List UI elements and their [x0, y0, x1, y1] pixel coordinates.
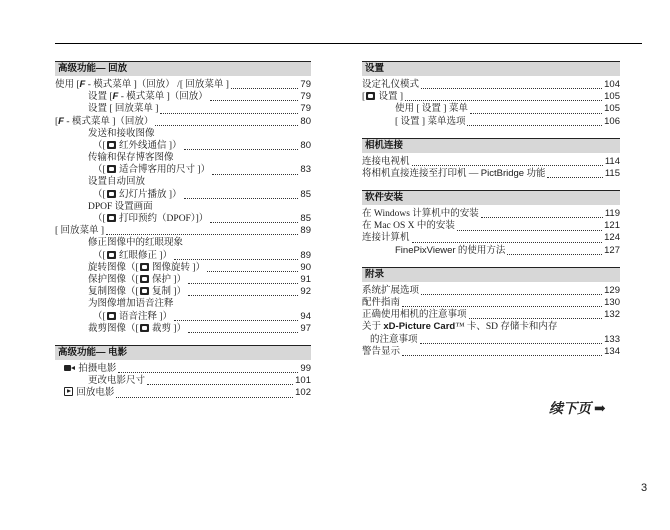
- entry-title: [55, 274, 186, 286]
- entry-text: 保护图像（[: [88, 274, 139, 285]
- toc-entry[interactable]: [362, 245, 620, 257]
- entry-title: [55, 152, 174, 164]
- entry-text: 系统扩展选项: [362, 285, 420, 296]
- entry-text: 旋转图像（[: [88, 262, 139, 273]
- entry-text: 的使用方法: [455, 245, 506, 256]
- entry-text: 幻灯片播放 ]）: [116, 189, 182, 200]
- entry-title: [55, 298, 174, 310]
- entry-text: - 模式菜单 ]（回放）: [118, 92, 208, 103]
- entry-text: （[: [93, 250, 106, 261]
- toc-entry[interactable]: [55, 152, 311, 164]
- section-heading: 高级功能— 电影: [55, 345, 311, 360]
- f-mode-label: F: [112, 91, 119, 103]
- product-name: FinePixViewer: [395, 244, 456, 256]
- entry-page: 124: [604, 232, 620, 244]
- entry-page: 129: [604, 284, 620, 296]
- dot-leader: [210, 92, 299, 101]
- entry-title: [55, 140, 182, 152]
- toc-section: [55, 61, 311, 335]
- entry-page: 114: [604, 155, 620, 167]
- entry-title: [55, 262, 205, 274]
- dot-leader: [184, 190, 299, 199]
- entry-text: 在 Mac OS X 中的安装: [362, 221, 455, 232]
- entry-text: DPOF 设置画面: [88, 201, 153, 212]
- trim-icon: [140, 324, 149, 332]
- toc-entry[interactable]: [55, 274, 311, 286]
- entry-title: [55, 176, 145, 188]
- entry-page: 89: [300, 249, 311, 261]
- entry-list: [55, 76, 311, 335]
- toc-entry[interactable]: [55, 177, 311, 189]
- entry-text: 设定礼仪模式: [362, 79, 420, 90]
- entry-text: 红外线通信 ]）: [116, 140, 182, 151]
- entry-text: 配件指南: [362, 298, 401, 309]
- entry-text: 警告显示: [362, 346, 401, 357]
- red-eye-icon: [107, 251, 116, 259]
- entry-text: 红眼修正 ]）: [116, 250, 173, 261]
- toc-entry[interactable]: [55, 363, 311, 375]
- entry-text: [: [362, 92, 366, 103]
- f-mode-label: F: [58, 115, 64, 127]
- entry-text: 修正图像中的红眼现象: [88, 238, 184, 249]
- play-icon: [64, 387, 73, 396]
- dot-leader: [188, 275, 298, 284]
- entry-title: [55, 286, 186, 298]
- entry-title: [55, 128, 155, 140]
- protect-icon: [140, 275, 149, 283]
- toc-entry[interactable]: [55, 213, 311, 225]
- section-heading: 设置: [362, 61, 620, 76]
- entry-page: 105: [604, 91, 620, 103]
- entry-title: [362, 79, 419, 91]
- top-rule: [55, 43, 642, 44]
- dot-leader: [184, 141, 299, 150]
- dot-leader: [457, 222, 602, 231]
- entry-page: 79: [300, 91, 311, 103]
- entry-title: [55, 311, 172, 323]
- entry-text: 正确使用相机的注意事项: [362, 310, 467, 321]
- dot-leader: [118, 364, 298, 373]
- entry-page: 105: [604, 103, 620, 115]
- dot-leader: [402, 347, 602, 356]
- toc-entry[interactable]: [55, 128, 311, 140]
- entry-title: [362, 220, 455, 232]
- toc-entry[interactable]: [55, 103, 311, 115]
- toc-entry[interactable]: [362, 116, 620, 128]
- toc-entry[interactable]: [362, 309, 620, 321]
- entry-text: [ 回放菜单 ]: [55, 226, 105, 237]
- entry-page: 127: [604, 244, 620, 256]
- entry-text: 语音注释 ]）: [116, 311, 173, 322]
- entry-title: [362, 168, 545, 180]
- entry-title: [362, 285, 419, 297]
- dot-leader: [507, 246, 602, 255]
- entry-page: 133: [604, 333, 620, 345]
- toc-entry[interactable]: [55, 164, 311, 176]
- entry-page: 115: [604, 167, 620, 179]
- toc-entry[interactable]: [362, 321, 620, 333]
- toc-entry[interactable]: [55, 250, 311, 262]
- dot-leader: [402, 298, 602, 307]
- entry-text: 保护 ]）: [149, 274, 187, 285]
- entry-title: [55, 213, 208, 225]
- entry-page: 83: [300, 164, 311, 176]
- entry-text: 打印预约（DPOF）]）: [116, 214, 209, 225]
- entry-text: 关于: [362, 322, 384, 333]
- entry-title: [362, 321, 557, 333]
- entry-text: ™ 卡、SD 存储卡和内存: [455, 322, 558, 333]
- entry-text: （[: [93, 189, 106, 200]
- toc-entry[interactable]: [55, 116, 311, 128]
- entry-title: [55, 387, 114, 399]
- entry-text: （[: [93, 165, 106, 176]
- entry-text: 传输和保存博客图像: [88, 153, 174, 164]
- entry-text: 拍摄电影: [76, 363, 117, 374]
- page-number: 3: [641, 482, 648, 494]
- movie-icon: [64, 364, 75, 372]
- toc-entry[interactable]: [362, 297, 620, 309]
- entry-list: [362, 153, 620, 180]
- entry-text: 复制 ]）: [149, 287, 187, 298]
- slideshow-icon: [107, 190, 116, 198]
- entry-title: [55, 250, 172, 262]
- entry-page: 106: [604, 115, 620, 127]
- toc-entry[interactable]: [362, 168, 620, 180]
- entry-page: 94: [300, 310, 311, 322]
- entry-text: 使用 [ 设置 ] 菜单: [395, 104, 468, 115]
- entry-title: [55, 164, 210, 176]
- entry-text: 连接电视机: [362, 156, 410, 167]
- entry-title: [55, 91, 208, 103]
- entry-text: 在 Windows 计算机中的安装: [362, 209, 479, 220]
- toc-entry[interactable]: [362, 103, 620, 115]
- toc-entry[interactable]: [55, 79, 311, 91]
- brand-name: xD-Picture Card: [383, 321, 456, 333]
- entry-list: [55, 360, 311, 400]
- toc-entry[interactable]: [55, 140, 311, 152]
- entry-text: 适合博客用的尺寸 ]）: [116, 165, 211, 176]
- rotate-icon: [140, 263, 149, 271]
- entry-page: 101: [295, 375, 311, 387]
- right-arrow-icon: ➡: [594, 402, 606, 417]
- toc-entry[interactable]: [55, 262, 311, 274]
- dot-leader: [421, 80, 602, 89]
- entry-page: 90: [300, 261, 311, 273]
- blog-icon: [107, 165, 116, 173]
- toc-entry[interactable]: [362, 233, 620, 245]
- dot-leader: [116, 389, 293, 398]
- toc-entry[interactable]: [55, 286, 311, 298]
- dot-leader: [155, 117, 298, 126]
- dot-leader: [547, 169, 602, 178]
- section-heading: 软件安装: [362, 190, 620, 205]
- dot-leader: [106, 226, 298, 235]
- entry-text: 设置 ]: [376, 92, 404, 103]
- section-heading: 相机连接: [362, 138, 620, 153]
- entry-page: 79: [300, 78, 311, 90]
- entry-text: 复制图像（[: [88, 287, 139, 298]
- entry-title: [362, 116, 465, 128]
- entry-text: 连接计算机: [362, 233, 410, 244]
- entry-page: 134: [604, 345, 620, 357]
- entry-title: [362, 91, 403, 103]
- dot-leader: [174, 312, 298, 321]
- entry-text: [: [55, 116, 59, 127]
- entry-text: 功能: [524, 168, 546, 179]
- dot-leader: [470, 105, 602, 114]
- entry-title: [55, 323, 186, 335]
- toc-section: [362, 190, 620, 257]
- voice-memo-icon: [107, 312, 116, 320]
- dot-leader: [405, 92, 602, 101]
- infrared-icon: [107, 141, 116, 149]
- entry-text: 裁剪 ]）: [149, 323, 187, 334]
- entry-page: 99: [300, 362, 311, 374]
- entry-list: [362, 76, 620, 128]
- entry-title: [362, 232, 410, 244]
- dot-leader: [174, 251, 298, 260]
- entry-page: 80: [300, 139, 311, 151]
- entry-title: [55, 79, 229, 91]
- entry-title: [55, 103, 158, 115]
- entry-text: 将相机直接连接至打印机 —: [362, 168, 481, 179]
- entry-page: 130: [604, 297, 620, 309]
- entry-title: [55, 375, 145, 387]
- entry-text: 回放电影: [74, 388, 115, 399]
- dot-leader: [412, 157, 603, 166]
- entry-text: 裁剪图像（[: [88, 323, 139, 334]
- entry-text: 图像旋转 ]）: [149, 262, 206, 273]
- print-order-icon: [107, 214, 116, 222]
- entry-page: 102: [295, 387, 311, 399]
- entry-text: 设置自动回放: [88, 177, 146, 188]
- entry-page: 85: [300, 188, 311, 200]
- entry-title: [362, 208, 479, 220]
- toc-entry[interactable]: [362, 346, 620, 358]
- entry-title: [55, 116, 153, 128]
- continued-note: [549, 398, 606, 418]
- dot-leader: [467, 117, 602, 126]
- entry-list: [362, 282, 620, 358]
- entry-text: 更改电影尺寸: [88, 376, 146, 387]
- dot-leader: [412, 234, 603, 243]
- dot-leader: [188, 324, 298, 333]
- entry-text: - 模式菜单 ]（回放）: [63, 116, 154, 127]
- dot-leader: [207, 263, 298, 272]
- entry-text: 为图像增加语音注释: [88, 299, 174, 310]
- entry-text: 设置 [: [88, 92, 113, 103]
- toc-entry[interactable]: [55, 225, 311, 237]
- toc-entry[interactable]: [362, 79, 620, 91]
- toc-entry[interactable]: [55, 298, 311, 310]
- entry-page: 91: [300, 273, 311, 285]
- entry-title: [55, 189, 182, 201]
- toc-entry[interactable]: [55, 91, 311, 103]
- continued-text: 续下页: [549, 402, 591, 417]
- entry-page: 85: [300, 213, 311, 225]
- toc-entry[interactable]: [362, 208, 620, 220]
- section-heading: 高级功能— 回放: [55, 61, 311, 76]
- entry-text: （[: [93, 140, 106, 151]
- toc-entry[interactable]: [55, 189, 311, 201]
- entry-title: [362, 346, 400, 358]
- entry-text: （[: [93, 311, 106, 322]
- toc-section: [55, 345, 311, 400]
- entry-title: [362, 297, 400, 309]
- toc-entry[interactable]: [55, 201, 311, 213]
- toc-entry[interactable]: [362, 220, 620, 232]
- f-mode-label: F: [79, 78, 86, 90]
- toc-entry[interactable]: [55, 323, 311, 335]
- toc-section: [362, 138, 620, 180]
- dot-leader: [469, 310, 603, 319]
- dot-leader: [231, 80, 299, 89]
- entry-text: 发送和接收图像: [88, 128, 155, 139]
- dot-leader: [210, 214, 298, 223]
- dot-leader: [481, 209, 603, 218]
- toc-entry[interactable]: [362, 91, 620, 103]
- entry-page: 92: [300, 286, 311, 298]
- product-name: PictBridge: [480, 167, 525, 179]
- entry-page: 121: [604, 220, 620, 232]
- toc-section: [362, 267, 620, 358]
- entry-text: 设置 [ 回放菜单 ]: [88, 104, 159, 115]
- toc-entry[interactable]: [362, 285, 620, 297]
- copy-icon: [140, 287, 149, 295]
- entry-list: [362, 205, 620, 257]
- dot-leader: [160, 105, 298, 114]
- entry-title: [362, 245, 505, 257]
- toc-section: [362, 61, 620, 128]
- dot-leader: [421, 286, 602, 295]
- entry-page: 97: [300, 322, 311, 334]
- dot-leader: [420, 335, 603, 344]
- section-heading: 附录: [362, 267, 620, 282]
- entry-title: [362, 103, 468, 115]
- entry-text: 的注意事项: [370, 334, 418, 345]
- entry-title: [55, 225, 104, 237]
- entry-title: [55, 201, 153, 213]
- entry-text: [ 设置 ] 菜单选项: [395, 116, 466, 127]
- entry-title: [362, 156, 410, 168]
- toc-entry[interactable]: [55, 237, 311, 249]
- entry-text: （[: [93, 214, 106, 225]
- dot-leader: [188, 287, 298, 296]
- dot-leader: [147, 376, 293, 385]
- entry-page: 79: [300, 103, 311, 115]
- entry-page: 80: [300, 115, 311, 127]
- setup-icon: [366, 92, 375, 100]
- toc-entry[interactable]: [55, 375, 311, 387]
- toc-entry[interactable]: [362, 334, 620, 346]
- dot-leader: [212, 166, 298, 175]
- toc-entry[interactable]: [55, 311, 311, 323]
- entry-title: [55, 363, 116, 375]
- entry-title: [55, 237, 183, 249]
- toc-entry[interactable]: [55, 387, 311, 399]
- entry-page: 89: [300, 225, 311, 237]
- entry-title: [362, 334, 418, 346]
- entry-text: 使用 [: [55, 79, 80, 90]
- entry-page: 119: [604, 208, 620, 220]
- entry-page: 104: [604, 78, 620, 90]
- entry-text: - 模式菜单 ]（回放） /[ 回放菜单 ]: [85, 79, 229, 90]
- entry-title: [362, 309, 467, 321]
- entry-page: 132: [604, 309, 620, 321]
- toc-right-column: [362, 61, 620, 358]
- toc-left-column: [55, 61, 311, 400]
- toc-entry[interactable]: [362, 156, 620, 168]
